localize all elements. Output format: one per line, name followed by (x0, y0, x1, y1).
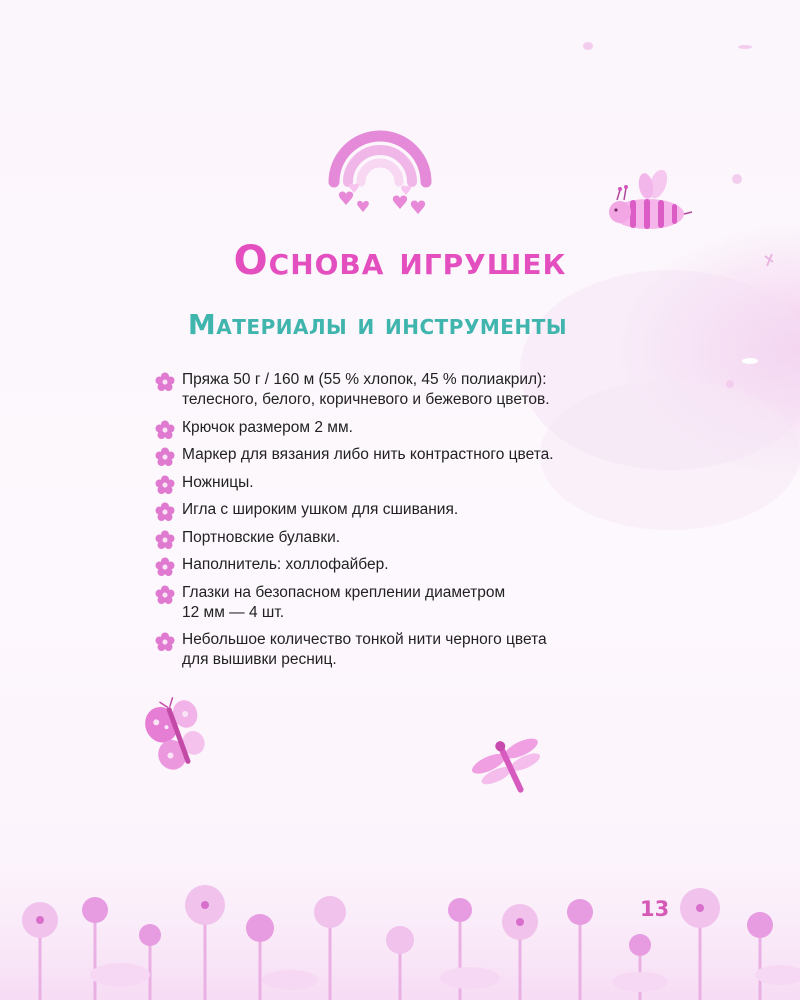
flower-bullet-icon (155, 372, 175, 392)
item-text: Крючок размером 2 мм. (182, 418, 353, 436)
list-item (155, 630, 625, 670)
page-title: Основа игрушек (233, 238, 567, 284)
dragonfly-icon (470, 735, 550, 800)
item-text: Глазки на безопасном креплении диаметром (182, 583, 506, 601)
item-text: Пряжа 50 г / 160 м (55 % хлопок, 45 % полиакрил): (182, 371, 547, 388)
list-item (155, 583, 625, 623)
item-text: Ножницы. (182, 473, 254, 491)
page-number: 13 (640, 897, 670, 921)
item-text: Портновские булавки. (182, 528, 341, 546)
flower-bullet-icon (155, 420, 175, 440)
item-text-continued: 12 мм — 4 шт. (182, 603, 285, 621)
flower-meadow-icon (0, 850, 800, 1000)
flower-bullet-icon (155, 585, 175, 605)
flower-bullet-icon (155, 557, 175, 577)
item-text: Игла с широким ушком для сшивания. (182, 501, 459, 518)
flower-bullet-icon (155, 475, 175, 495)
section-subtitle: Материалы и инструменты (187, 308, 568, 341)
item-text-continued: телесного, белого, коричневого и бежевого цветов. (182, 391, 550, 408)
sparkle-icon (575, 36, 775, 416)
item-text: Маркер для вязания либо нить контрастного цвета. (182, 446, 554, 463)
flower-bullet-icon (155, 632, 175, 652)
list-item (155, 445, 625, 465)
list-item (155, 418, 625, 438)
materials-list (155, 370, 625, 678)
list-item (155, 473, 625, 493)
item-text: Наполнитель: холлофайбер. (182, 556, 389, 573)
list-item (155, 370, 625, 410)
list-item (155, 555, 625, 575)
butterfly-icon (140, 695, 220, 775)
list-item (155, 528, 625, 548)
rainbow-icon (320, 110, 440, 220)
flower-bullet-icon (155, 530, 175, 550)
flower-bullet-icon (155, 502, 175, 522)
item-text-continued: для вышивки ресниц. (182, 651, 337, 668)
item-text: Небольшое количество тонкой нити черного цвета (182, 631, 547, 648)
list-item (155, 500, 625, 520)
flower-bullet-icon (155, 447, 175, 467)
